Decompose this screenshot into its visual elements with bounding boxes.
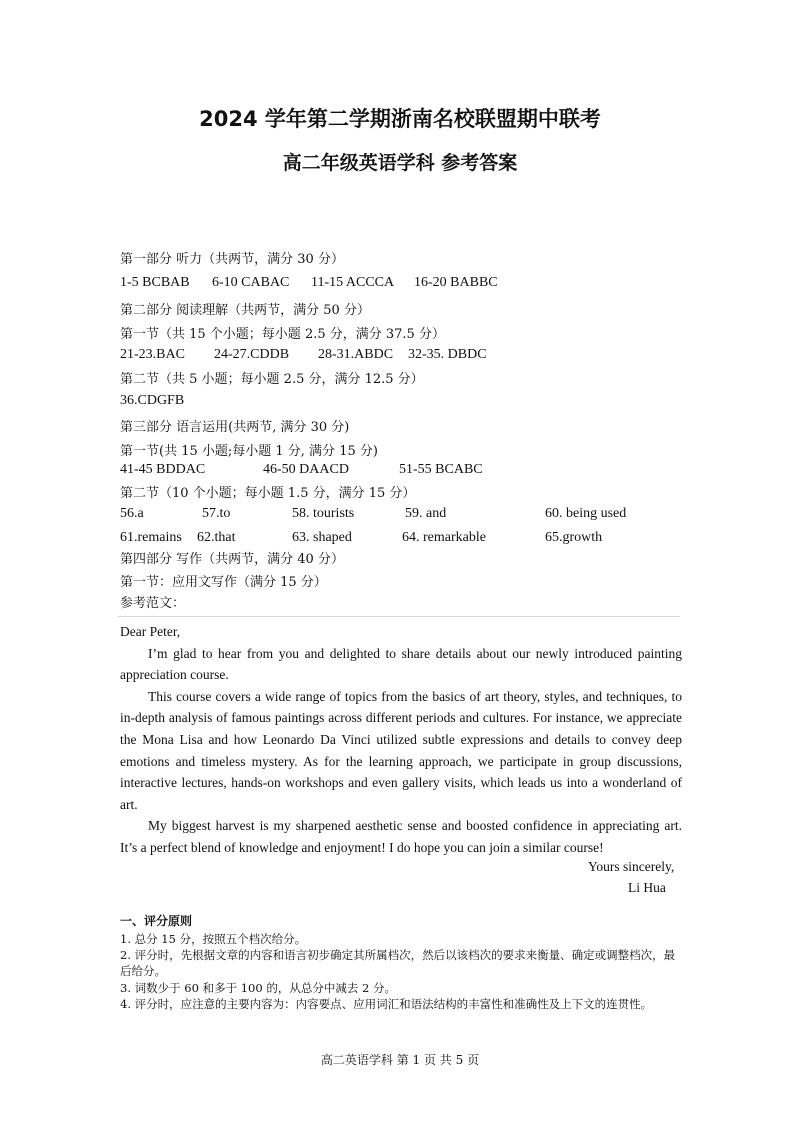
- sample-letter: [120, 621, 682, 859]
- part2-heading: 第二部分 阅读理解（共两节，满分 50 分）: [120, 303, 370, 318]
- blank-answer: 56.a: [120, 506, 144, 521]
- part1-heading: 第一部分 听力（共两节，满分 30 分）: [120, 252, 344, 267]
- sample-label: 参考范文：: [120, 596, 186, 611]
- rules-heading: 一、评分原则: [120, 914, 193, 928]
- answer-group: 51-55 BCABC: [399, 462, 483, 477]
- part2-section2-heading: 第二节（共 5 小题；每小题 2.5 分，满分 12.5 分）: [120, 372, 424, 387]
- page-title: 2024 学年第二学期浙南名校联盟期中联考: [199, 107, 601, 131]
- answer-group: 24-27.CDDB: [214, 347, 290, 362]
- rule-item: 3. 词数少于 60 和多于 100 的，从总分中减去 2 分。: [120, 980, 396, 995]
- answer-group: 36.CDGFB: [120, 393, 185, 408]
- answer-group: 46-50 DAACD: [263, 462, 349, 477]
- rule-item: 2. 评分时，先根据文章的内容和语言初步确定其所属档次，然后以该档次的要求来衡量、确定或调整档次，最后给分。: [120, 948, 676, 979]
- page-footer: 高二英语学科 第 1 页 共 5 页: [320, 1053, 480, 1067]
- blank-answer: 61.remains: [120, 530, 182, 545]
- part4-section1-heading: 第一节：应用文写作（满分 15 分）: [120, 575, 327, 590]
- answer-group: 28-31.ABDC: [318, 347, 394, 362]
- answer-group: 16-20 BABBC: [414, 275, 498, 290]
- blank-answer: 63. shaped: [292, 530, 352, 545]
- blank-answer: 64. remarkable: [402, 530, 486, 545]
- answer-group: 11-15 ACCCA: [311, 275, 395, 290]
- blank-answer: 58. tourists: [292, 506, 355, 521]
- letter-signature: Li Hua: [628, 880, 666, 895]
- blank-answer: 57.to: [202, 506, 231, 521]
- letter-greeting: Dear Peter,: [120, 624, 181, 639]
- answer-group: 6-10 CABAC: [212, 275, 290, 290]
- letter-paragraph: I’m glad to hear from you and delighted to share details about our newly introduced painting appreciation course.: [120, 645, 682, 683]
- rule-item: 1. 总分 15 分，按照五个档次给分。: [120, 932, 307, 946]
- blank-answer: 62.that: [197, 530, 236, 545]
- part2-section1-heading: 第一节（共 15 个小题；每小题 2.5 分，满分 37.5 分）: [120, 327, 445, 342]
- letter-closing: Yours sincerely,: [588, 859, 675, 874]
- answer-group: 1-5 BCBAB: [120, 275, 190, 290]
- part3-heading: 第三部分 语言运用(共两节, 满分 30 分): [120, 420, 350, 435]
- answer-group: 21-23.BAC: [120, 347, 185, 362]
- answer-group: 32-35. DBDC: [408, 347, 487, 362]
- part3-section2-heading: 第二节（10 个小题；每小题 1.5 分，满分 15 分）: [120, 486, 416, 501]
- rules-list: [120, 931, 682, 1012]
- blank-answer: 60. being used: [545, 506, 627, 521]
- divider: [118, 616, 680, 617]
- blank-answer: 65.growth: [545, 530, 603, 545]
- rule-item: 4. 评分时，应注意的主要内容为：内容要点、应用词汇和语法结构的丰富性和准确性及上下文的连贯性。: [120, 996, 653, 1011]
- letter-paragraph: My biggest harvest is my sharpened aesthetic sense and boosted confidence in appreciating art. It’s a perfect blend of knowledge and enjoyment! I do hope you can join a similar course!: [120, 818, 682, 855]
- page-subtitle: 高二年级英语学科 参考答案: [282, 152, 518, 174]
- letter-paragraph: This course covers a wide range of topics from the basics of art theory, styles, and techniques, to in-depth analysis of famous paintings across different periods and cultures. For instance, we appreciate the Mona Lisa and how Leonardo Da Vinci utilized subtle expressions and details to convey deep emotions and timeless mystery. As for the learning approach, we participate in group discussions, interactive lectures, hands-on workshops and even gallery visits, which leads us into a wonderland of art.: [120, 688, 682, 812]
- part3-section1-heading: 第一节(共 15 小题;每小题 1 分, 满分 15 分): [120, 444, 378, 459]
- part4-heading: 第四部分 写作（共两节，满分 40 分）: [120, 552, 344, 567]
- answer-group: 41-45 BDDAC: [120, 462, 206, 477]
- blank-answer: 59. and: [405, 506, 447, 521]
